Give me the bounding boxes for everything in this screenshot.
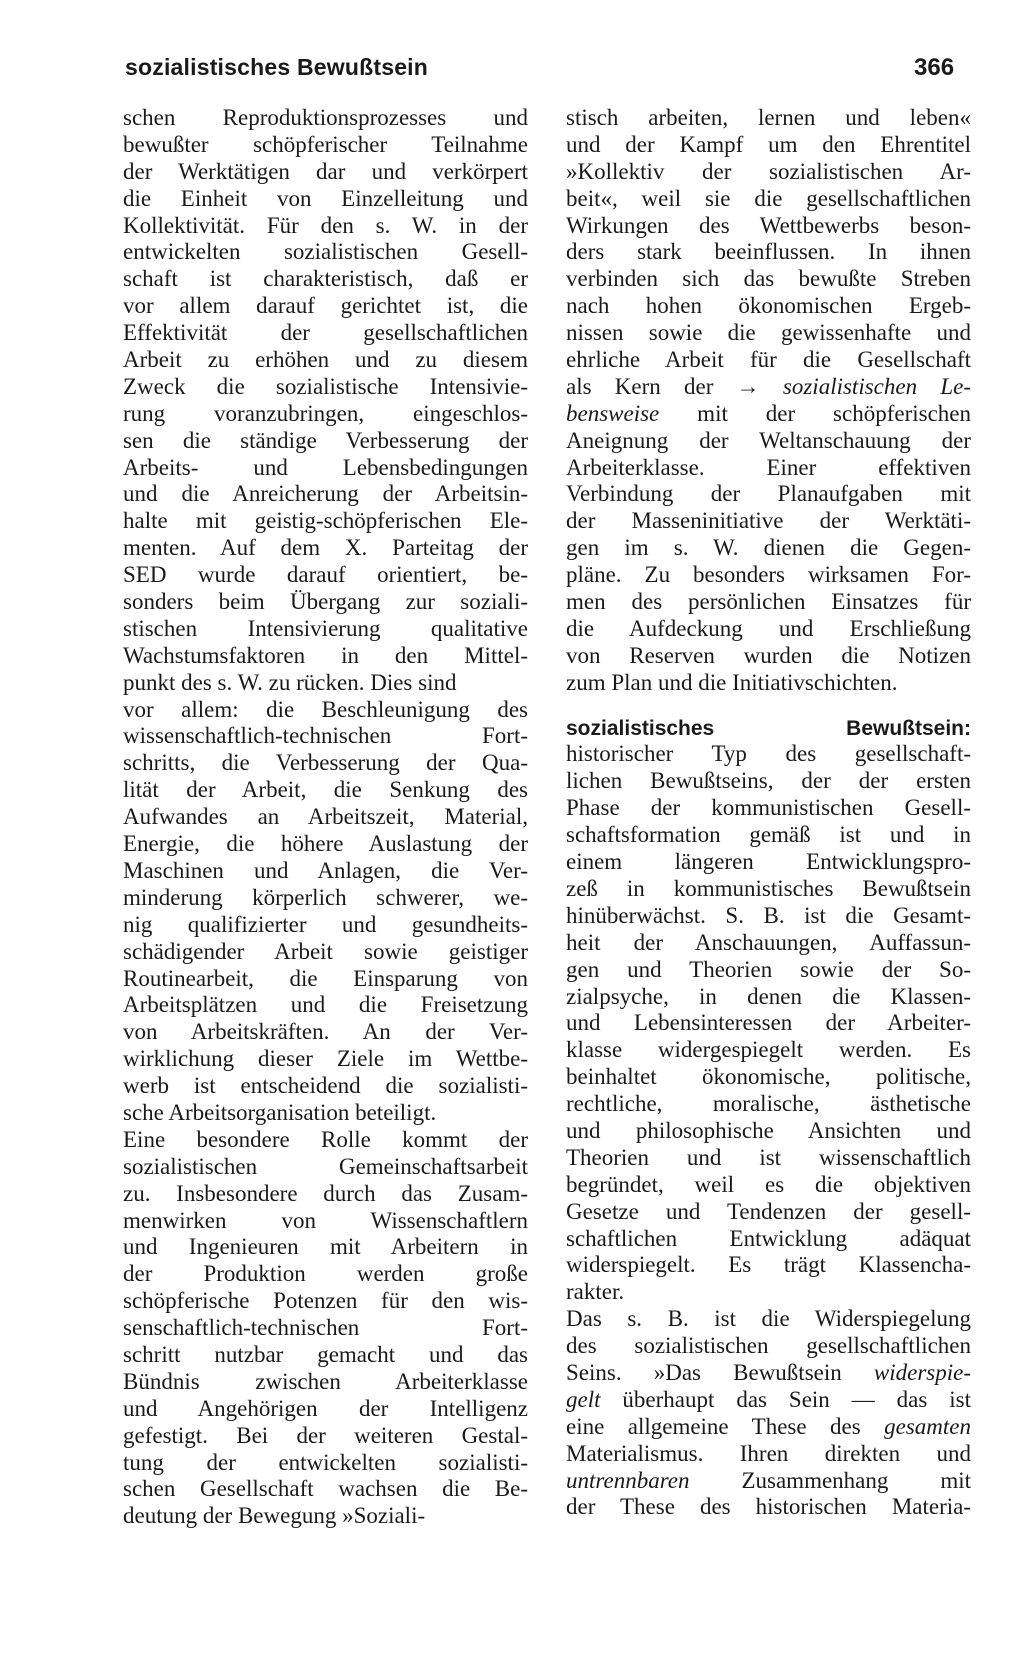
text-line: sonders beim Übergang zur soziali- [123,589,528,615]
running-header-term: sozialistisches Bewußtsein [125,54,429,80]
text-line: Kollektivität. Für den s. W. in der [123,212,528,238]
text-line: Arbeiterklasse. Einer effektiven [566,454,971,480]
text-line: rechtliche, moralische, ästhetische [566,1091,971,1117]
text-line: und philosophische Ansichten und [566,1117,971,1143]
text-line: punkt des s. W. zu rücken. Dies sind [123,669,457,695]
text-line: Energie, die höhere Auslastung der [123,831,528,857]
text-line: gen im s. W. dienen die Gegen- [566,535,971,561]
text-line: ehrliche Arbeit für die Gesellschaft [566,347,971,373]
text-line: schaftlichen Entwicklung adäquat [566,1225,971,1251]
text-line: der Masseninitiative der Werktäti- [566,508,971,534]
right-column [566,105,971,1521]
text-line: rakter. [566,1279,625,1305]
entry-spacer [566,697,971,715]
text-line: Eine besondere Rolle kommt der [123,1126,528,1152]
text-line: von Reserven wurden die Notizen [566,642,971,668]
text-line: als Kern der → sozialistischen Le- [566,373,971,399]
text-line: nach hohen ökonomischen Ergeb- [566,293,971,319]
text-line: schöpferische Potenzen für den wis- [123,1288,528,1314]
text-line: der Werktätigen dar und verkörpert [123,158,528,184]
text-line: werb ist entscheidend die sozialisti- [123,1073,528,1099]
text-line: Aufwandes an Arbeitszeit, Material, [123,804,528,830]
text-line: zeß in kommunistisches Bewußtsein [566,875,971,901]
text-line: Materialismus. Ihren direkten und [566,1440,971,1466]
text-line: gen und Theorien sowie der So- [566,956,971,982]
text-line: sen die ständige Verbesserung der [123,427,528,453]
text-line: und Lebensinteressen der Arbeiter- [566,1010,971,1036]
text-line: Effektivität der gesellschaftlichen [123,320,528,346]
text-line: Arbeits- und Lebensbedingungen [123,454,528,480]
text-line: SED wurde darauf orientiert, be- [123,562,528,588]
text-line: hinüberwächst. S. B. ist die Gesamt- [566,902,971,928]
text-line: von Arbeitskräften. An der Ver- [123,1019,528,1045]
text-line: lität der Arbeit, die Senkung des [123,777,528,803]
text-line: schen Reproduktionsprozesses und [123,105,528,130]
text-line: die Aufdeckung und Erschließung [566,615,971,641]
text-line: und die Anreicherung der Arbeitsin- [123,481,528,507]
text-line: sche Arbeitsorganisation beteiligt. [123,1099,437,1125]
text-line: schädigender Arbeit sowie geistiger [123,938,528,964]
text-line: widerspiegelt. Es trägt Klassencha- [566,1252,971,1278]
text-line: Arbeitsplätzen und die Freisetzung [123,992,528,1018]
text-line: Routinearbeit, die Einsparung von [123,965,528,991]
text-line: zu. Insbesondere durch das Zusam- [123,1180,528,1206]
text-line: Bündnis zwischen Arbeiterklasse [123,1368,528,1394]
text-line: klasse widergespiegelt werden. Es [566,1037,971,1063]
text-line: stisch arbeiten, lernen und leben« [566,105,971,130]
page-number: 366 [914,54,955,81]
text-line: eine allgemeine These des gesamten [566,1413,971,1439]
text-line: halte mit geistig-schöpferischen Ele- [123,508,528,534]
text-line: vor allem: die Beschleunigung des [123,696,528,722]
text-line: Arbeit zu erhöhen und zu diesem [123,347,528,373]
text-line: heit der Anschauungen, Auffassun- [566,929,971,955]
text-line: wirklichung dieser Ziele im Wettbe- [123,1046,528,1072]
text-line: Phase der kommunistischen Gesell- [566,795,971,821]
text-line: der These des historischen Materia- [566,1494,971,1520]
text-line: nig qualifizierter und gesundheits- [123,911,528,937]
entry-heading [566,715,971,742]
text-line: des sozialistischen gesellschaftlichen [566,1333,971,1359]
text-line: einem längeren Entwicklungspro- [566,849,971,875]
text-line: untrennbaren Zusammenhang mit [566,1467,971,1493]
text-line: deutung der Bewegung »Soziali- [123,1503,426,1529]
text-line: verbinden sich das bewußte Streben [566,266,971,292]
text-line: minderung körperlich schwerer, we- [123,884,528,910]
text-line: men des persönlichen Einsatzes für [566,589,971,615]
text-line: Gesetze und Tendenzen der gesell- [566,1198,971,1224]
text-line: zum Plan und die Initiativschichten. [566,669,898,695]
text-line: Seins. »Das Bewußtsein widerspie- [566,1359,971,1385]
text-line: schaftsformation gemäß ist und in [566,822,971,848]
text-line: schritt nutzbar gemacht und das [123,1341,528,1367]
text-line: beinhaltet ökonomische, politische, [566,1064,971,1090]
text-line: Maschinen und Anlagen, die Ver- [123,857,528,883]
text-line: historischer Typ des gesellschaft- [566,741,971,767]
text-line: Zweck die sozialistische Intensivie- [123,373,528,399]
text-line: wissenschaftlich-technischen Fort- [123,723,528,749]
text-line: gelt überhaupt das Sein — das ist [566,1386,971,1412]
entry-term: sozialistisches Bewußtsein: [566,716,971,740]
text-line: menwirken von Wissenschaftlern [123,1207,528,1233]
text-line: menten. Auf dem X. Parteitag der [123,535,528,561]
text-line: schaft ist charakteristisch, daß er [123,266,528,292]
text-line: Verbindung der Planaufgaben mit [566,481,971,507]
text-line: begründet, weil es die objektiven [566,1171,971,1197]
text-line: pläne. Zu besonders wirksamen For- [566,562,971,588]
text-line: senschaftlich-technischen Fort- [123,1315,528,1341]
text-line: Wirkungen des Wettbewerbs beson- [566,212,971,238]
text-line: Theorien und ist wissenschaftlich [566,1144,971,1170]
text-line: bewußter schöpferischer Teilnahme [123,131,528,157]
text-line: ders stark beeinflussen. In ihnen [566,239,971,265]
text-line: beit«, weil sie die gesellschaftlichen [566,185,971,211]
text-line: zialpsyche, in denen die Klassen- [566,983,971,1009]
text-line: und der Kampf um den Ehrentitel [566,131,971,157]
text-line: und Ingenieuren mit Arbeitern in [123,1234,528,1260]
text-line: gefestigt. Bei der weiteren Gestal- [123,1422,528,1448]
text-line: und Angehörigen der Intelligenz [123,1395,528,1421]
text-line: der Produktion werden große [123,1261,528,1287]
text-line: rung voranzubringen, eingeschlos- [123,400,528,426]
text-line: lichen Bewußtseins, der der ersten [566,768,971,794]
text-line: sozialistischen Gemeinschaftsarbeit [123,1153,528,1179]
text-line: entwickelten sozialistischen Gesell- [123,239,528,265]
left-column [123,105,528,1530]
text-line: Aneignung der Weltanschauung der [566,427,971,453]
text-line: schritts, die Verbesserung der Qua- [123,750,528,776]
text-line: schen Gesellschaft wachsen die Be- [123,1476,528,1502]
text-line: die Einheit von Einzelleitung und [123,185,528,211]
text-line: stischen Intensivierung qualitative [123,615,528,641]
text-line: nissen sowie die gewissenhafte und [566,320,971,346]
text-line: vor allem darauf gerichtet ist, die [123,293,528,319]
text-line: »Kollektiv der sozialistischen Ar- [566,158,971,184]
text-line: Das s. B. ist die Widerspiegelung [566,1306,971,1332]
text-line: Wachstumsfaktoren in den Mittel- [123,642,528,668]
text-line: tung der entwickelten sozialisti- [123,1449,528,1475]
text-line: bensweise mit der schöpferischen [566,400,971,426]
